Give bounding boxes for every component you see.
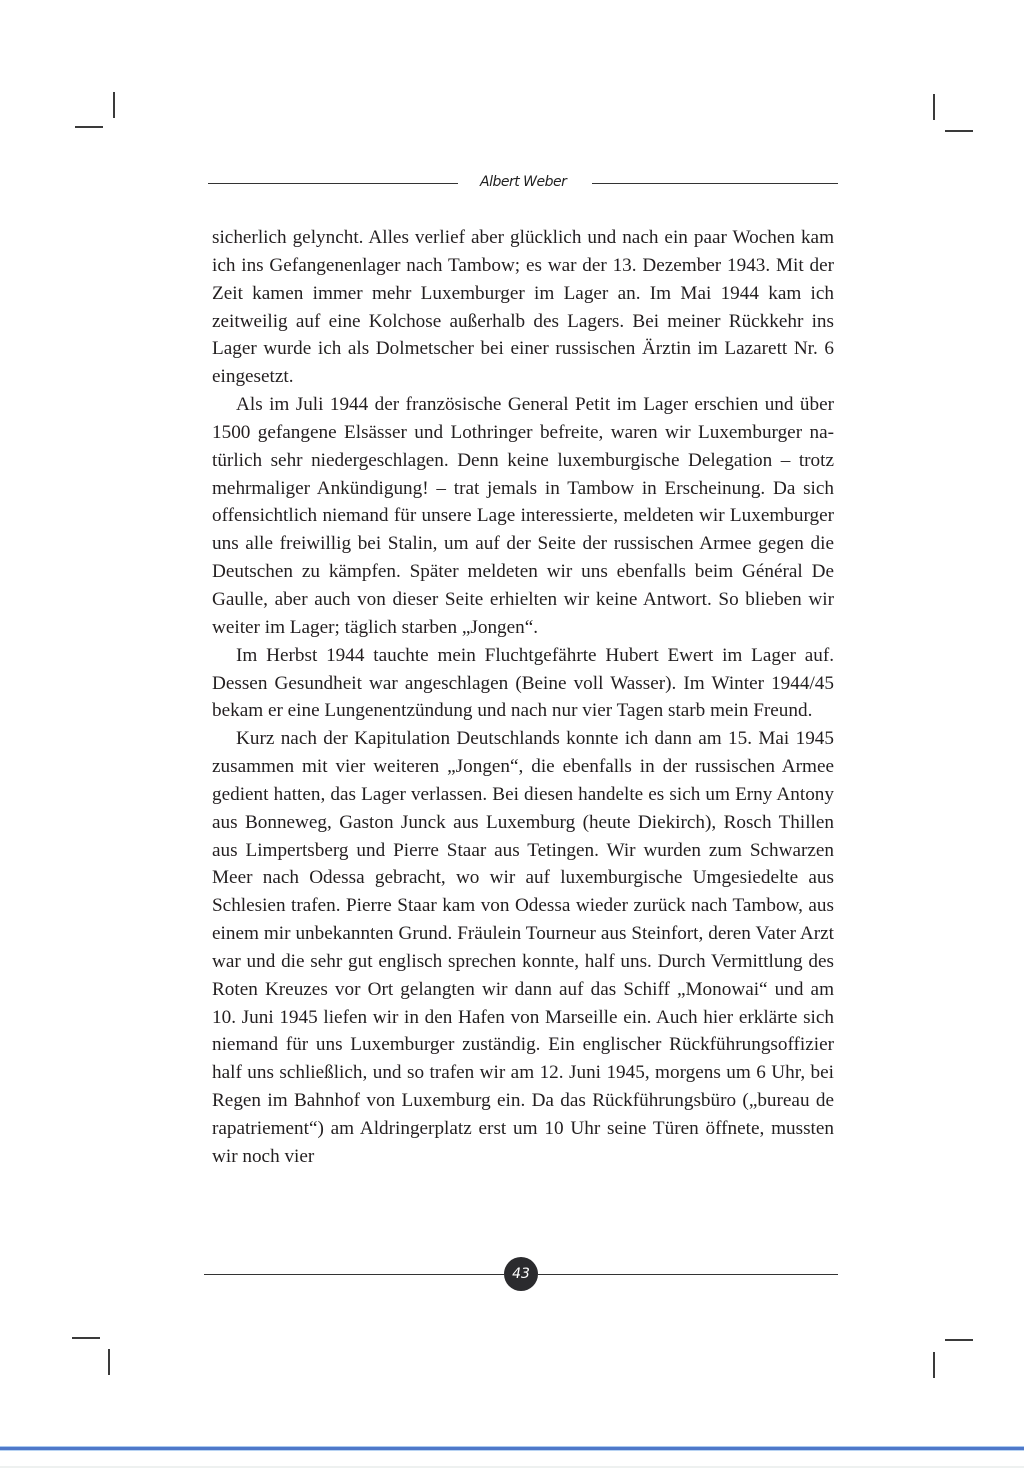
paragraph-2: Als im Juli 1944 der französische General Petit im Lager erschien und über 1500 gefangene Elsässer und Lothringer befreite, waren wir Luxemburger natürlich sehr niedergeschlagen. Denn keine luxemburgische Delegation – trotz mehrmaliger Ankündigung! – trat jemals in Tambow in Erscheinung. Da sich offensichtlich niemand für unsere Lage interessierte, meldeten wir Luxemburger uns alle freiwillig bei Stalin, um auf der Seite der russischen Armee gegen die Deutschen zu kämpfen. Später meldeten wir uns ebenfalls beim Général De Gaulle, aber auch von dieser Seite erhielten wir keine Antwort. So blieben wir weiter im Lager; täglich starben „Jongen“. (212, 394, 834, 638)
crop-mark-bottom-right-vertical (933, 1352, 935, 1378)
paragraph-1: sicherlich gelyncht. Alles verlief aber glücklich und nach ein paar Wochen kam ich ins Gefangenenlager nach Tambow; es war der 13. Dezember 1943. Mit der Zeit kamen immer mehr Luxemburger im Lager an. Im Mai 1944 kam ich zeitweilig auf eine Kolchose außerhalb des Lagers. Bei meiner Rückkehr ins Lager wurde ich als Dolmetscher bei einer russischen Ärztin im Lazarett Nr. 6 eingesetzt. (212, 227, 834, 388)
running-head-rule-left (208, 183, 458, 184)
crop-mark-top-right-horizontal (945, 130, 973, 132)
page-footer (204, 1254, 838, 1294)
crop-mark-bottom-left-vertical (108, 1349, 110, 1375)
crop-mark-top-left-horizontal (75, 126, 103, 128)
body-text (212, 224, 834, 1171)
crop-mark-top-right-vertical (933, 94, 935, 120)
footer-rule-left (204, 1274, 504, 1275)
paragraph-4: Kurz nach der Kapitulation Deutschlands konnte ich dann am 15. Mai 1945 zusammen mit vier weiteren „Jongen“, die ebenfalls in der russischen Armee gedient hatten, das Lager verlassen. Bei diesen handelte es sich um Erny Antony aus Bonneweg, Gaston Junck aus Luxemburg (heute Diekirch), Rosch Thillen aus Limpertsberg und Pierre Staar aus Tetingen. Wir wurden zum Schwarzen Meer nach Odessa gebracht, wo wir auf luxemburgische Umgesiedelte aus Schlesien trafen. Pierre Staar kam von Odessa wieder zurück nach Tambow, aus einem mir unbekannten Grund. Fräulein Tourneur aus Steinfort, deren Vater Arzt war und die sehr gut englisch sprechen konnte, half uns. Durch Vermittlung des Roten Kreuzes vor Ort gelangten wir dann auf das Schiff „Monowai“ und am 10. Juni 1945 liefen wir in den Hafen von Marseille ein. Auch hier erklärte sich niemand für uns Luxemburger zuständig. Ein englischer Rückführungsoffizier half uns schließlich, und so trafen wir am 12. Juni 1945, morgens um 6 Uhr, bei Regen im Bahnhof von Luxemburg ein. Da das Rückführungsbüro („bureau de rapatriement“) am Aldringerplatz erst um 10 Uhr seine Türen öffnete, mussten wir noch vier (212, 728, 834, 1167)
page-edge-shadow (0, 1466, 1024, 1468)
running-head-title: Albert Weber (480, 174, 567, 190)
running-head (208, 172, 838, 196)
page-edge-line (0, 1447, 1024, 1450)
crop-mark-top-left-vertical (113, 92, 115, 118)
page-number-badge: 43 (504, 1257, 538, 1291)
paragraph-3: Im Herbst 1944 tauchte mein Fluchtgefährte Hubert Ewert im Lager auf. Dessen Gesundheit war angeschlagen (Beine voll Wasser). Im Winter 1944/45 bekam er eine Lungenentzündung und nach nur vier Tagen starb mein Freund. (212, 644, 834, 722)
footer-rule-right (538, 1274, 838, 1275)
crop-mark-bottom-left-horizontal (72, 1337, 100, 1339)
crop-mark-bottom-right-horizontal (945, 1339, 973, 1341)
running-head-rule-right (592, 183, 838, 184)
